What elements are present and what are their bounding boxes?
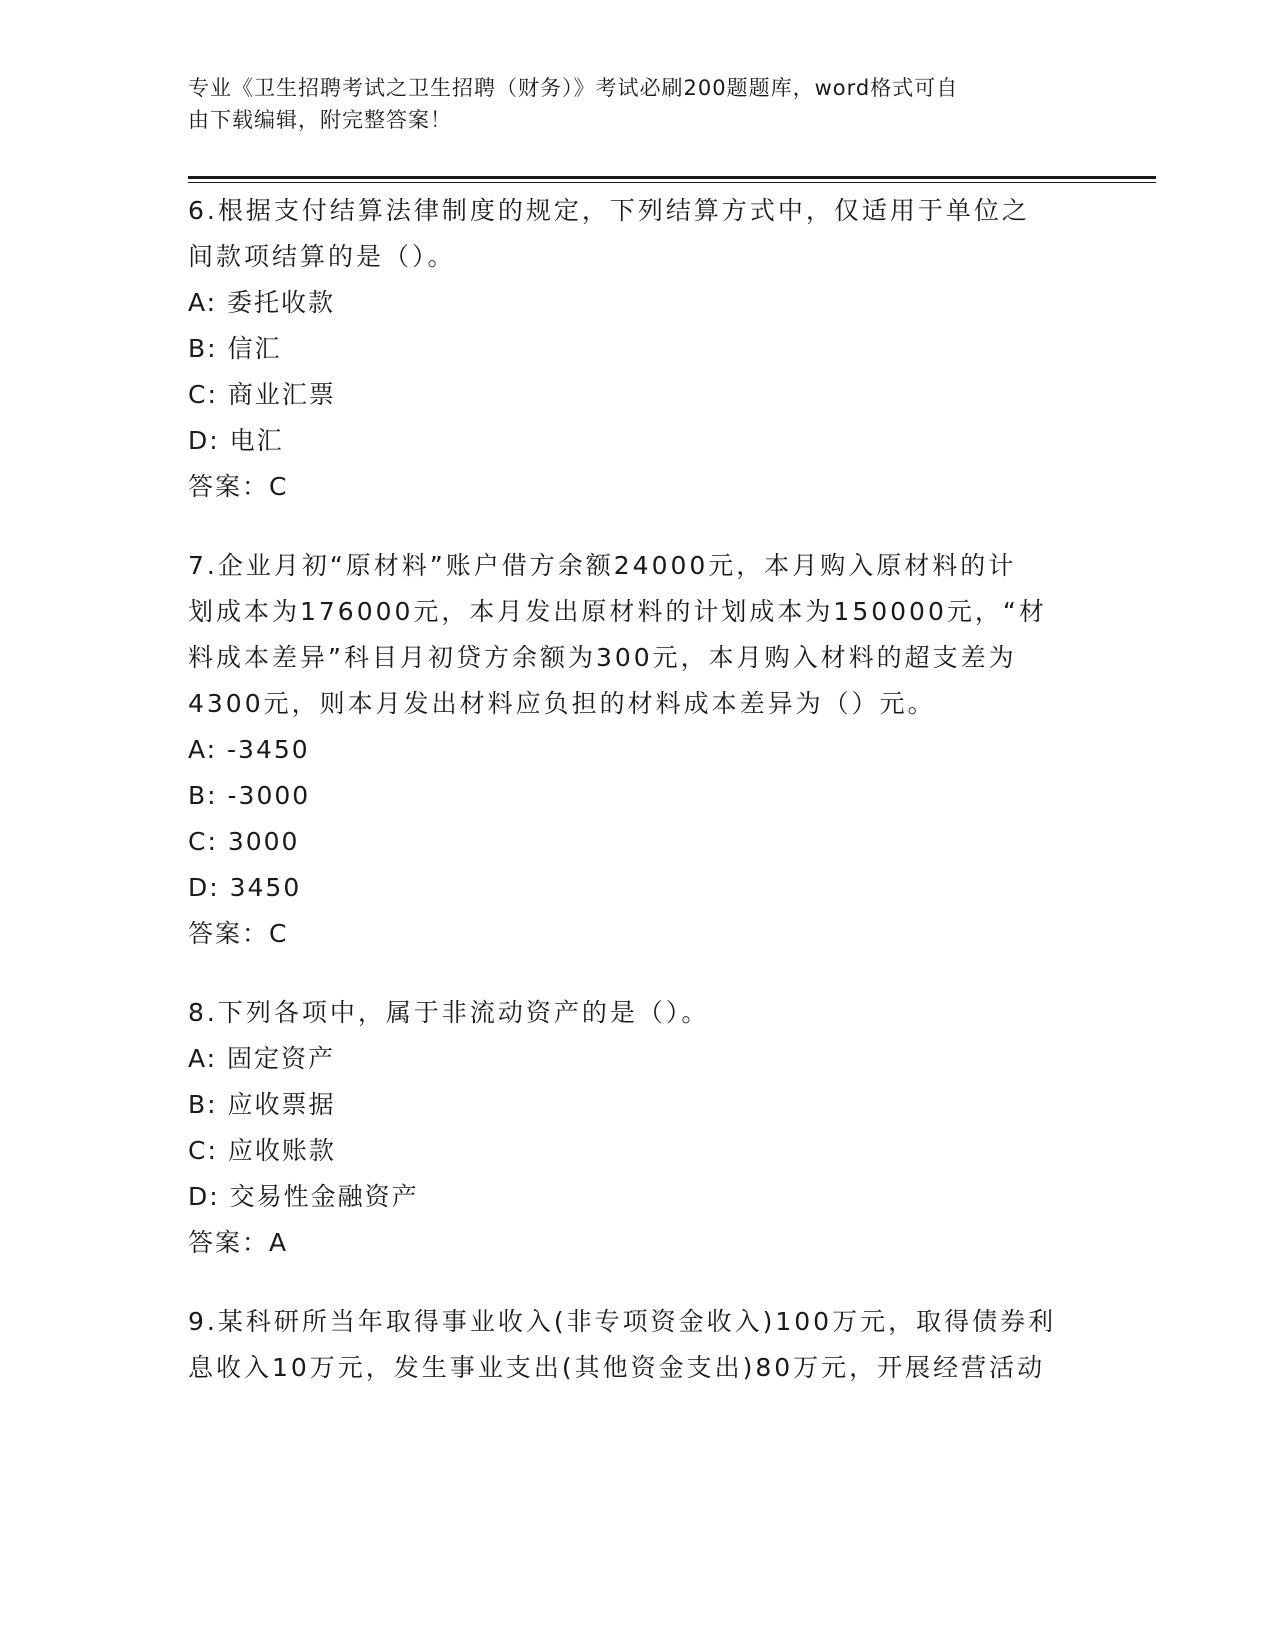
question-8-answer: 答案：A [188,1228,289,1257]
header-line-1: 专业《卫生招聘考试之卫生招聘（财务）》考试必刷200题题库，word格式可自 [188,76,959,100]
question-6-line: 6.根据支付结算法律制度的规定，下列结算方式中，仅适用于单位之 [188,196,1030,225]
header-divider-thin [188,182,1156,183]
question-6 [188,188,1088,510]
question-8 [188,990,1088,1266]
question-6-option-b: B: 信汇 [188,334,282,363]
question-7-answer: 答案：C [188,919,289,948]
question-7-option-b: B: -3000 [188,781,311,810]
question-7 [188,543,1088,957]
question-7-line: 4300元，则本月发出材料应负担的材料成本差异为（）元。 [188,689,936,718]
question-9-line: 息收入10万元，发生事业支出(其他资金支出)80万元，开展经营活动 [188,1353,1046,1382]
question-7-option-c: C: 3000 [188,827,300,856]
question-8-option-d: D: 交易性金融资产 [188,1182,419,1211]
question-8-option-a: A: 固定资产 [188,1044,336,1073]
question-6-text [188,188,1088,280]
header-divider-thick [188,176,1156,179]
question-7-line: 划成本为176000元，本月发出原材料的计划成本为150000元，“材 [188,597,1047,626]
question-8-option-b: B: 应收票据 [188,1090,336,1119]
question-8-line: 8.下列各项中，属于非流动资产的是（）。 [188,998,710,1027]
question-list [188,188,1088,1424]
question-6-option-d: D: 电汇 [188,426,284,455]
question-9 [188,1299,1088,1391]
question-8-text [188,990,1088,1036]
question-7-line: 料成本差异”科目月初贷方余额为300元，本月购入材料的超支差为 [188,643,1017,672]
question-8-option-c: C: 应收账款 [188,1136,336,1165]
question-6-option-c: C: 商业汇票 [188,380,336,409]
question-9-line: 9.某科研所当年取得事业收入(非专项资金收入)100万元，取得债券利 [188,1307,1057,1336]
document-header [188,72,1068,136]
question-7-line: 7.企业月初“原材料”账户借方余额24000元，本月购入原材料的计 [188,551,1017,580]
question-7-option-d: D: 3450 [188,873,302,902]
question-7-option-a: A: -3450 [188,735,310,764]
question-7-text [188,543,1088,727]
question-9-text [188,1299,1088,1391]
question-6-answer: 答案：C [188,472,289,501]
question-6-option-a: A: 委托收款 [188,288,336,317]
header-line-2: 由下载编辑，附完整答案！ [188,108,452,132]
question-6-line: 间款项结算的是（）。 [188,242,456,271]
